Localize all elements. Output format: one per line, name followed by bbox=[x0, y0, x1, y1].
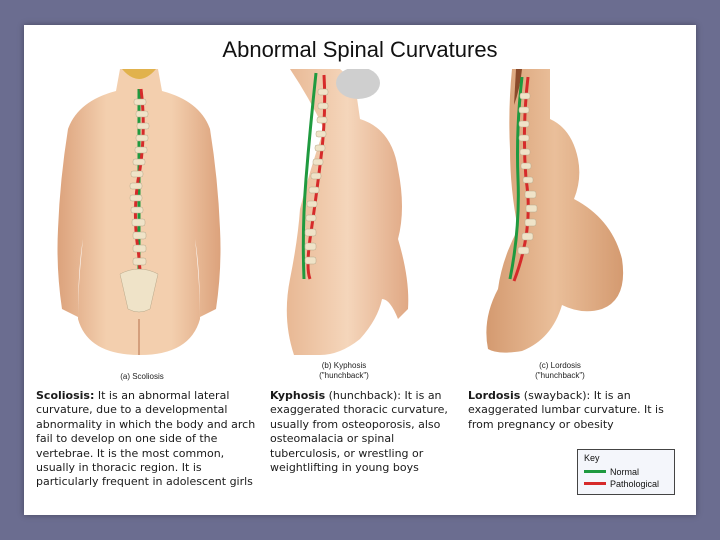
kyphosis-term: Kyphosis bbox=[270, 389, 326, 402]
key-pathological-label: Pathological bbox=[610, 478, 660, 489]
normal-line-swatch bbox=[584, 470, 606, 473]
kyphosis-text: (hunchback): It is an exaggerated thoracic curvature, usually from osteoporosis, also osteomalacia or spinal tuberculosis, or wrestling or weightlifting in young boys bbox=[270, 389, 448, 475]
page-title: Abnormal Spinal Curvatures bbox=[222, 37, 498, 62]
key-normal-label: Normal bbox=[610, 466, 640, 477]
key-normal-row bbox=[584, 466, 639, 477]
kyphosis-description bbox=[270, 389, 456, 475]
lordosis-description bbox=[468, 389, 678, 432]
scoliosis-description bbox=[36, 389, 262, 490]
scoliosis-term: Scoliosis: bbox=[36, 389, 95, 402]
pathological-line-swatch bbox=[584, 482, 606, 485]
lordosis-caption: (c) Lordosis ("hunchback") bbox=[535, 361, 585, 380]
legend-key bbox=[577, 449, 675, 495]
key-pathological-row bbox=[584, 478, 659, 489]
slide bbox=[24, 25, 696, 515]
key-title: Key bbox=[584, 453, 600, 463]
scoliosis-illustration bbox=[50, 69, 228, 355]
lordosis-illustration bbox=[482, 69, 652, 355]
scoliosis-caption: (a) Scoliosis bbox=[120, 372, 164, 381]
lordosis-term: Lordosis bbox=[468, 389, 521, 402]
scoliosis-text: It is an abnormal lateral curvature, due to a developmental abnormality in which the body and arch fail to develop on one side of the vertebrae. It is the most common, usually in thoracic region. It is particularly frequent in adolescent girls bbox=[36, 389, 256, 489]
kyphosis-caption: (b) Kyphosis ("hunchback") bbox=[319, 361, 369, 380]
lordosis-text: (swayback): It is an exaggerated lumbar curvature. It is from pregnancy or obesity bbox=[468, 389, 664, 431]
kyphosis-illustration bbox=[280, 69, 430, 355]
